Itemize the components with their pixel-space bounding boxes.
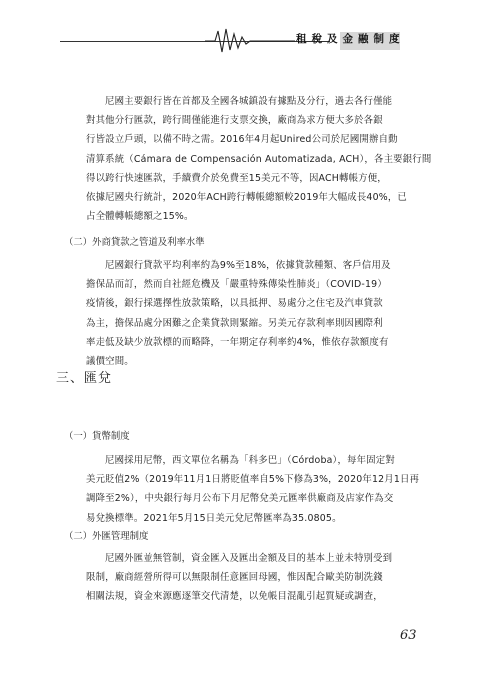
paragraph-forex (86, 549, 416, 607)
text-line: 美元貶值2%（2019年11月1日將貶值率自5%下修為3%，2020年12月1日再 (86, 474, 420, 486)
text-line: 擔保品而訂，然而自社經危機及「嚴重特殊傳染性肺炎」（COVID-19） (86, 279, 387, 291)
text-line: 得以跨行快速匯款，手續費介於免費至15美元不等，因ACH轉帳方便， (86, 172, 387, 184)
pulse-wave-icon (205, 26, 295, 58)
text-line: 清算系統（Cámara de Compensación Automatizada, ACH），各主要銀行間 (86, 153, 432, 165)
text-line: 率走低及缺少放款標的而略降，一年期定存利率約4%，惟依存款額度有 (86, 336, 389, 348)
text-line: 議價空間。 (86, 356, 134, 368)
text-line: 依據尼國央行統計，2020年ACH跨行轉帳總額較2019年大幅成長40%，已 (86, 192, 408, 204)
page-number: 63 (400, 628, 417, 643)
text-line: 為主，擔保品處分困難之企業貸款則緊縮。另美元存款利率則因國際利 (86, 317, 383, 329)
text-line: 尼國採用尼幣，西文單位名稱為「科多巴」（Córdoba），每年固定對 (105, 455, 395, 466)
text-line: 行皆設立戶頭，以備不時之需。2016年4月起Unired公司於尼國開辦自動 (86, 134, 398, 146)
text-line: 尼國銀行貸款平均利率約為9%至18%，依據貸款種類、客戶信用及 (105, 260, 391, 271)
text-line: 相關法規，資金來源應逐筆交代清楚，以免帳目混亂引起質疑或調查， (86, 591, 383, 603)
text-line: 疫情後，銀行採選擇性放款策略，以具抵押、易處分之住宅及汽車貸款 (86, 298, 383, 310)
subsection-heading-loans: （二）外商貸款之管道及利率水準 (64, 237, 205, 248)
subsection-heading-currency: （一）貨幣制度 (64, 431, 130, 442)
text-line: 對其他分行匯款，跨行間僅能進行支票交換，廠商為求方便大多於各銀 (86, 115, 383, 127)
text-line: 調降至2%），中央銀行每月公布下月尼幣兌美元匯率供廠商及店家作為交 (86, 493, 394, 505)
section-heading-exchange: 三、匯兌 (56, 371, 113, 386)
text-line: 尼國外匯並無管制，資金匯入及匯出金額及目的基本上並未特別受到 (105, 553, 393, 564)
subsection-heading-forex: （二）外匯管理制度 (64, 531, 149, 542)
text-line: 易兌換標準。2021年5月15日美元兌尼幣匯率為35.0805。 (86, 512, 342, 524)
text-line: 占全體轉帳總額之15%。 (86, 211, 194, 223)
paragraph-loans (86, 256, 416, 371)
paragraph-currency (86, 451, 420, 528)
paragraph-ach (86, 92, 432, 226)
text-line: 限制，廠商經營所得可以無限制任意匯回母國，惟因配合歐美防制洗錢 (86, 572, 383, 584)
text-line: 尼國主要銀行皆在首都及全國各城鎮設有據點及分行，過去各行僅能 (105, 96, 393, 107)
header-title: 租稅及金融制度 (296, 33, 405, 45)
